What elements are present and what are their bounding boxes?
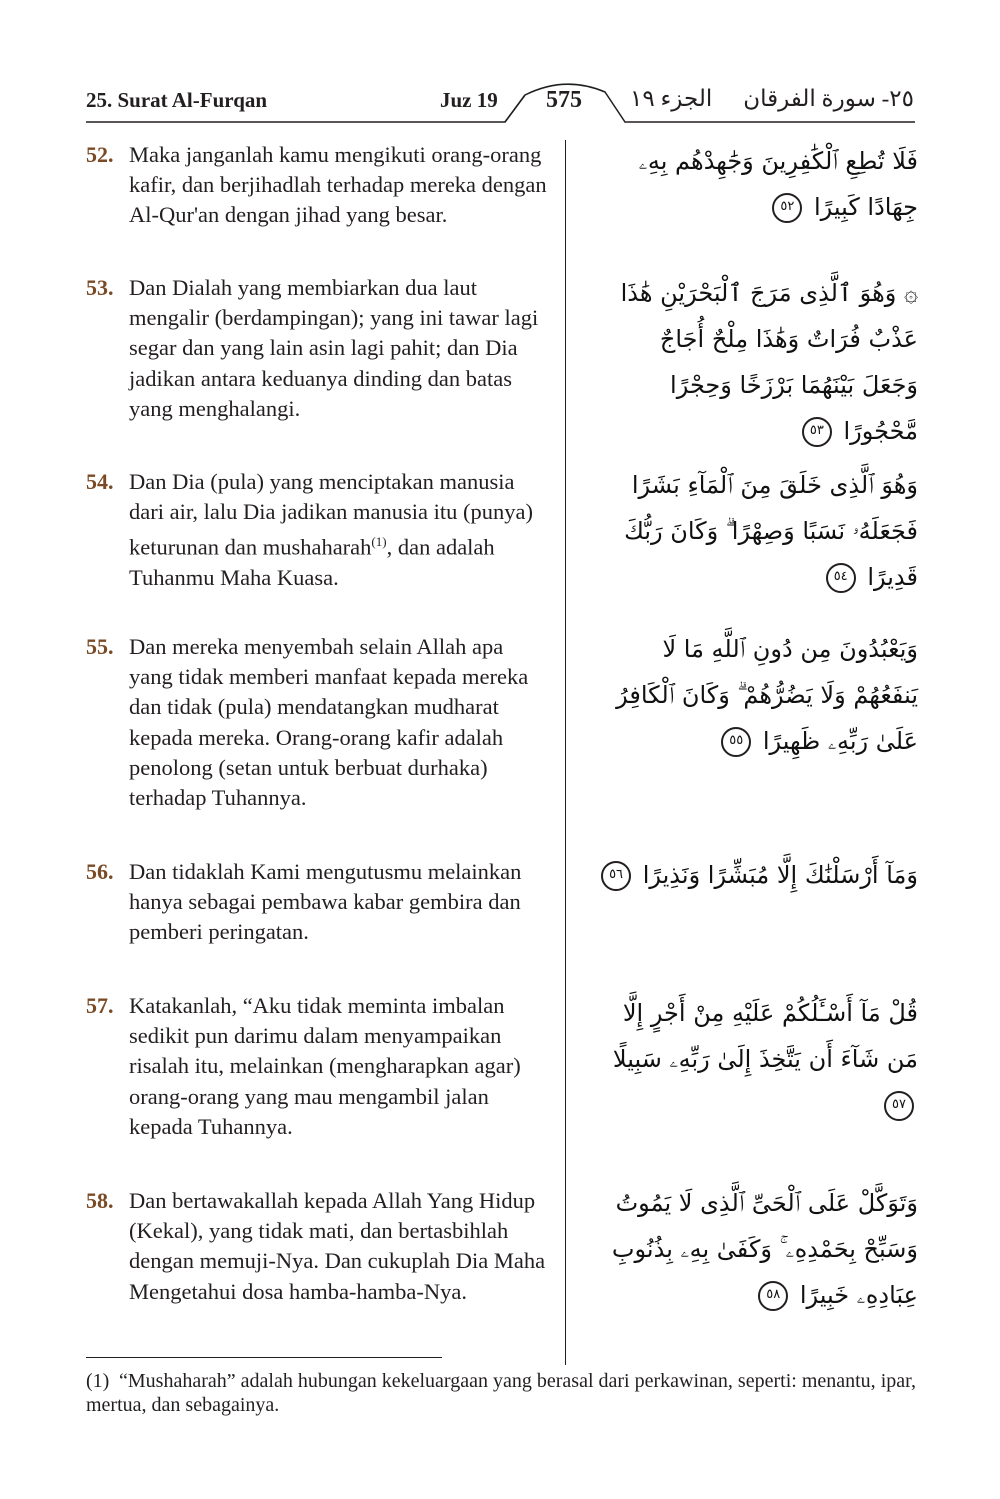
verse-53 <box>86 273 548 424</box>
verse-number: 56. <box>86 859 114 884</box>
page-number: 575 <box>546 87 582 113</box>
verse-translation <box>129 467 548 593</box>
column-divider <box>565 140 566 1365</box>
verse-number: 58. <box>86 1188 114 1213</box>
arabic-text: وَتَوَكَّلْ عَلَى ٱلْحَىِّ ٱلَّذِى لَا يَمُوتُ وَسَبِّحْ بِحَمْدِهِۦ ۚ وَكَفَىٰ بِهِۦ بِذُنُوبِ عِبَادِهِۦ خَبِيرًا <box>611 1189 918 1309</box>
ayah-marker: ٥٥ <box>721 727 751 757</box>
verse-52 <box>86 140 548 231</box>
arabic-text: وَهُوَ ٱلَّذِى خَلَقَ مِنَ ٱلْمَآءِ بَشَرًا فَجَعَلَهُۥ نَسَبًا وَصِهْرًا ۗ وَكَانَ رَبُّكَ قَدِيرًا <box>624 471 918 591</box>
verse-53-arabic <box>598 270 918 454</box>
verse-55 <box>86 632 548 813</box>
footnote-ref: (1) <box>371 534 387 550</box>
verse-translation: Dan mereka menyembah selain Allah apa yang tidak memberi manfaat kepada mereka dan tidak (pula) mendatangkan mudharat kepada mereka. Orang-orang kafir adalah penolong (setan untuk berbuat durhaka) terhadap Tuhannya. <box>129 634 529 811</box>
verse-58 <box>86 1186 548 1307</box>
verse-translation: Dan tidaklah Kami mengutusmu melainkan hanya sebagai pembawa kabar gembira dan pemberi peringatan. <box>129 859 522 945</box>
arabic-text: قُلْ مَآ أَسْـَٔلُكُمْ عَلَيْهِ مِنْ أَجْرٍ إِلَّا مَن شَآءَ أَن يَتَّخِذَ إِلَىٰ رَبِّهِۦ سَبِيلًا <box>612 999 918 1073</box>
verse-57 <box>86 991 548 1142</box>
footnote-divider <box>86 1357 442 1358</box>
juz-arabic: الجزء ١٩ <box>630 86 713 111</box>
arabic-text: وَمَآ أَرْسَلْنَٰكَ إِلَّا مُبَشِّرًا وَنَذِيرًا <box>642 861 918 889</box>
verse-number: 55. <box>86 634 114 659</box>
page-header <box>0 0 1000 130</box>
verse-number: 52. <box>86 142 114 167</box>
verse-translation: Dan bertawakallah kepada Allah Yang Hidup (Kekal), yang tidak mati, dan bertasbihlah dengan memuji-Nya. Dan cukuplah Dia Maha Mengetahui dosa hamba-hamba-Nya. <box>129 1188 546 1304</box>
ayah-marker: ٥٤ <box>826 563 856 593</box>
verse-number: 53. <box>86 275 114 300</box>
arabic-text: وَيَعْبُدُونَ مِن دُونِ ٱللَّهِ مَا لَا يَنفَعُهُمْ وَلَا يَضُرُّهُمْ ۗ وَكَانَ ٱلْكَافِرُ عَلَىٰ رَبِّهِۦ ظَهِيرًا <box>616 635 918 755</box>
surah-arabic: ٢٥- سورة الفرقان <box>743 86 914 111</box>
verse-58-arabic <box>598 1180 918 1318</box>
verse-54-arabic <box>598 462 918 600</box>
ayah-marker: ٥٧ <box>884 1091 914 1121</box>
verse-57-arabic <box>598 990 918 1128</box>
verse-translation: Katakanlah, “Aku tidak meminta imbalan sedikit pun darimu dalam menyampaikan risalah itu, melainkan (mengharapkan agar) orang-orang yang mau mengambil jalan kepada Tuhannya. <box>129 993 521 1139</box>
footnote-text: “Mushaharah” adalah hubungan kekeluargaan yang berasal dari perkawinan, seperti: menantu, ipar, mertua, dan sebagainya. <box>86 1370 916 1416</box>
arabic-text: فَلَا تُطِعِ ٱلْكَٰفِرِينَ وَجَٰهِدْهُم بِهِۦ جِهَادًا كَبِيرًا <box>638 147 918 221</box>
arabic-text: ۞ وَهُوَ ٱلَّذِى مَرَجَ ٱلْبَحْرَيْنِ هَٰذَا عَذْبٌ فُرَاتٌ وَهَٰذَا مِلْحٌ أُجَاجٌ وَجَعَلَ بَيْنَهُمَا بَرْزَخًا وَحِجْرًا مَّحْجُورًا <box>620 279 918 445</box>
verse-54 <box>86 467 548 593</box>
verse-55-arabic <box>598 626 918 764</box>
ayah-marker: ٥٦ <box>601 861 631 891</box>
juz-latin: Juz 19 <box>440 88 498 112</box>
footnote-number: (1) <box>86 1370 110 1392</box>
footnote <box>86 1369 916 1417</box>
verse-text-pre: Dan Dia (pula) yang menciptakan manusia dari air, lalu Dia jadikan manusia itu (punya) keturunan dan mushaharah <box>129 469 533 560</box>
verse-56-arabic <box>598 852 918 898</box>
ayah-marker: ٥٢ <box>772 193 802 223</box>
ayah-marker: ٥٨ <box>758 1281 788 1311</box>
verse-translation: Dan Dialah yang membiarkan dua laut mengalir (berdampingan); yang ini tawar lagi segar dan yang lain asin lagi pahit; dan Dia jadikan antara keduanya dinding dan batas yang menghalangi. <box>129 275 539 421</box>
verse-number: 57. <box>86 993 114 1018</box>
surah-latin: 25. Surat Al-Furqan <box>86 88 268 112</box>
verse-52-arabic <box>598 138 918 230</box>
ayah-marker: ٥٣ <box>802 417 832 447</box>
verse-translation: Maka janganlah kamu mengikuti orang-orang kafir, dan berjihadlah terhadap mereka dengan Al-Qur'an dengan jihad yang besar. <box>129 142 547 228</box>
verse-56 <box>86 857 548 948</box>
verse-text-post: , dan adalah Tuhanmu Maha Kuasa. <box>129 534 495 591</box>
verse-number: 54. <box>86 469 114 494</box>
